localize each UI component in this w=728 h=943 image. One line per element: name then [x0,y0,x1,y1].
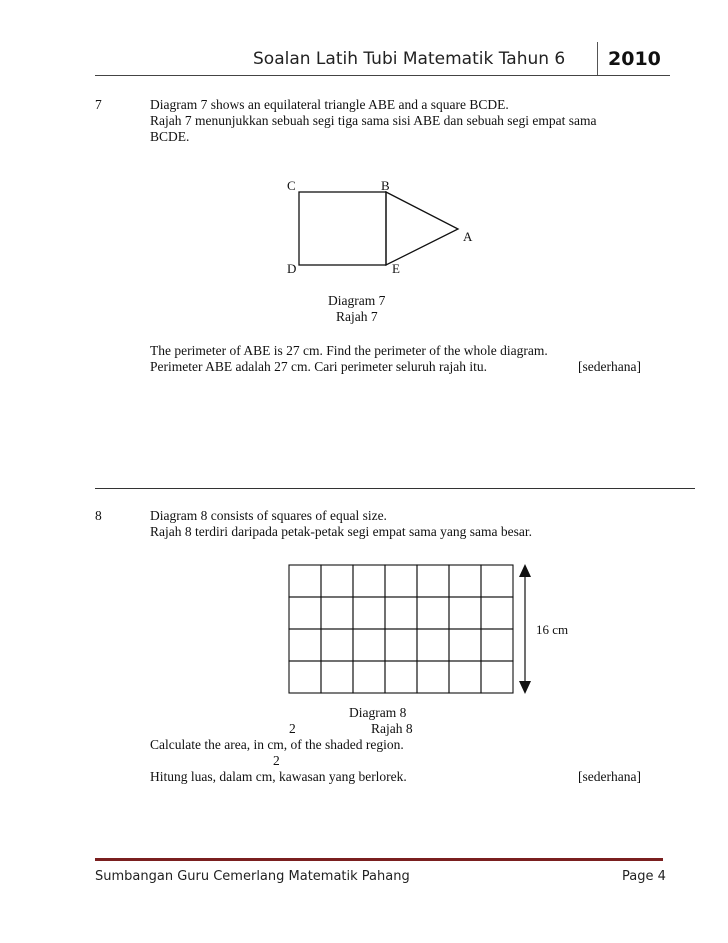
diagram-8-caption-en: Diagram 8 [349,705,407,720]
grid-square [417,597,449,629]
grid-square [353,629,385,661]
grid-square [449,565,481,597]
diagram-8-caption-ms: Rajah 8 [371,721,413,736]
grid-square [353,661,385,693]
grid-square [321,565,353,597]
diagram-7-caption-en: Diagram 7 [328,293,386,308]
question-8-number: 8 [95,508,102,523]
grid-square [289,629,321,661]
page-header-year: 2010 [608,48,661,70]
grid-square [417,661,449,693]
vertex-label-d: D [287,261,297,276]
dimension-arrow-up [519,564,531,577]
question-8-level: [sederhana] [578,769,641,784]
grid-square [385,597,417,629]
grid-square [449,661,481,693]
vertex-label-b: B [381,178,390,193]
page-header-title: Soalan Latih Tubi Matematik Tahun 6 [253,49,566,69]
question-8-line-2: Rajah 8 terdiri daripada petak-petak segi empat sama yang sama besar. [150,524,532,539]
vertex-label-a: A [463,229,473,244]
grid-square [481,597,513,629]
grid-square [481,629,513,661]
grid-square [321,661,353,693]
grid-square [385,565,417,597]
question-7-line-1: Diagram 7 shows an equilateral triangle ABE and a square BCDE. [150,97,509,112]
question-7-line-3: BCDE. [150,129,190,144]
grid-square [385,661,417,693]
grid-square [353,565,385,597]
grid-square [481,661,513,693]
question-8-line-1: Diagram 8 consists of squares of equal size. [150,508,387,523]
question-7-line-2: Rajah 7 menunjukkan sebuah segi tiga sama sisi ABE dan sebuah segi empat sama [150,113,597,128]
footer-rule [95,858,663,861]
grid-square [449,597,481,629]
question-7-level: [sederhana] [578,359,641,374]
grid-square [321,597,353,629]
grid-square [289,597,321,629]
diagram-7-caption-ms: Rajah 7 [336,309,378,324]
grid-square [353,597,385,629]
grid-square [321,629,353,661]
footer-credit: Sumbangan Guru Cemerlang Matematik Pahang [95,869,410,884]
square-grid [289,565,513,693]
dimension-label: 16 cm [536,622,569,637]
grid-square [289,565,321,597]
question-7-prompt-en: The perimeter of ABE is 27 cm. Find the perimeter of the whole diagram. [150,343,548,358]
footer-page-number: Page 4 [622,869,666,884]
area-unit-superscript-1: 2 [289,721,296,736]
question-7-prompt-ms: Perimeter ABE adalah 27 cm. Cari perimeter seluruh rajah itu. [150,359,488,374]
grid-square [449,629,481,661]
question-8-prompt-en: Calculate the area, in cm, of the shaded region. [150,737,404,752]
vertex-label-e: E [392,261,400,276]
dimension-arrow-down [519,681,531,694]
grid-square [481,565,513,597]
grid-square [289,661,321,693]
area-unit-superscript-2: 2 [273,753,280,768]
grid-square [385,629,417,661]
question-8-prompt-ms: Hitung luas, dalam cm, kawasan yang berlorek. [150,769,407,784]
question-7-number: 7 [95,97,102,112]
grid-square [417,565,449,597]
grid-square [417,629,449,661]
vertex-label-c: C [287,178,296,193]
